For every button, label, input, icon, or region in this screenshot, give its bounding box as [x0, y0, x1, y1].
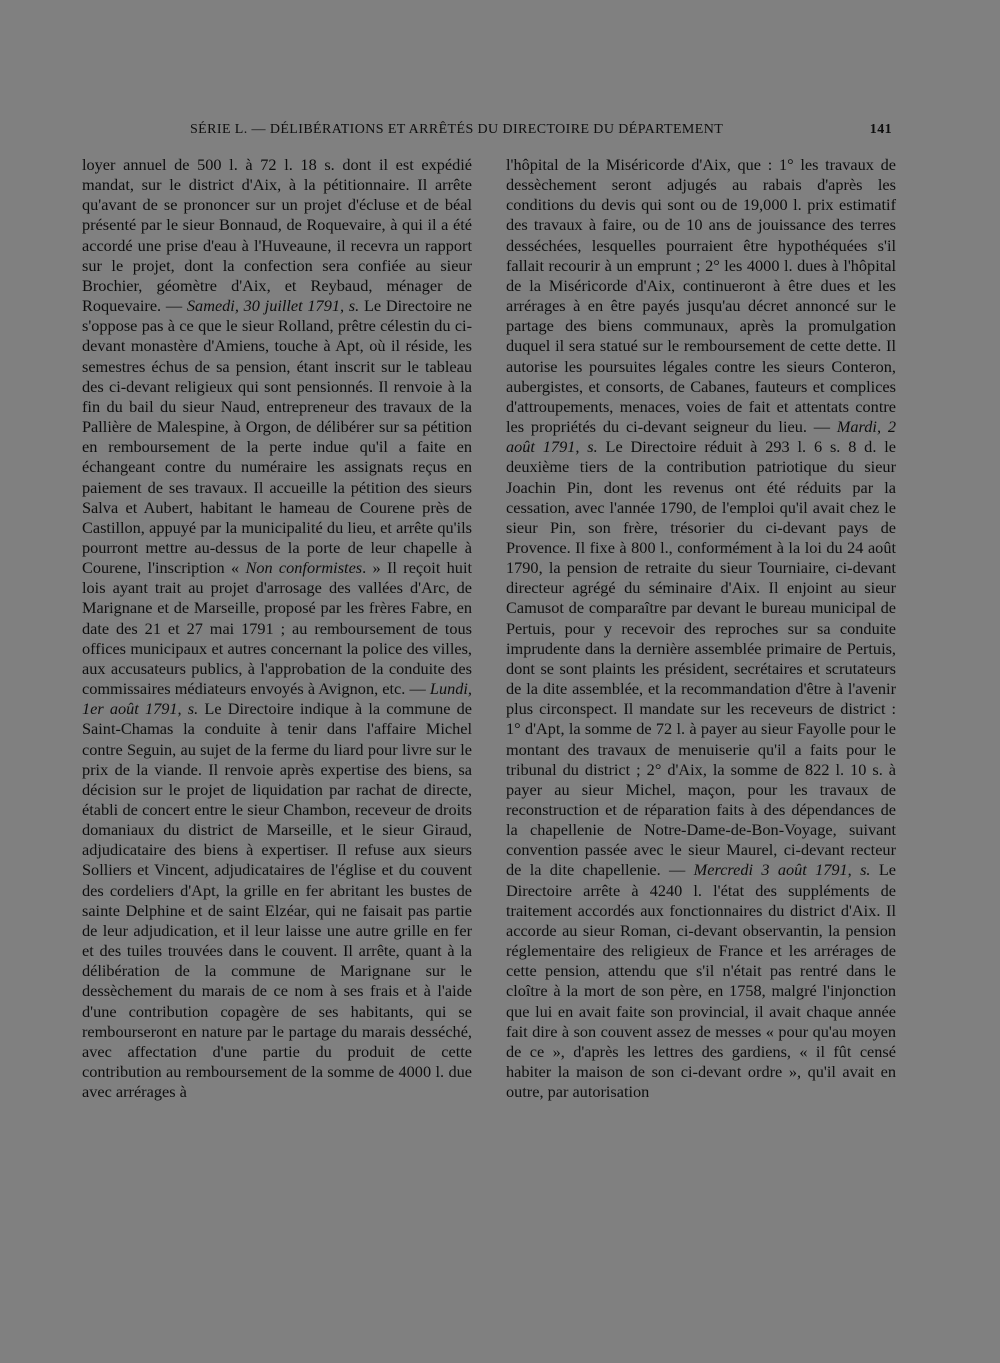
page-number: 141 — [869, 122, 892, 137]
text-run: Le Directoire ne s'oppose pas à ce que le sieur Rolland, prêtre célestin du ci-devant monastère d'Amiens, touche à Apt, où il réside, les semestres échus de sa pension, étant inscrit sur le tableau des ci-devant religieux qui sont pensionnés. Il renvoie à la fin du bail du sieur Naud, entrepreneur des travaux de la Pallière de Malespine, à Orgon, de délibérer sur sa pétition en remboursement de la perte indue qu'il a faite en échangeant contre du numéraire les assignats reçus en paiement de ses travaux. Il accueille la pétition des sieurs Salva et Aubert, habitant le hameau de Courene près de Castillon, appuyé par la municipalité du lieu, et arrête qu'ils pourront mettre au-dessus de la porte de leur chapelle à Courene, l'inscription « — [82, 296, 472, 578]
date-run: Mercredi 3 août 1791, s. — [693, 860, 871, 880]
text-run: Le Directoire indique à la commune de Saint-Chamas la conduite à tenir dans l'affaire Michel contre Seguin, au sujet de la ferme du liard pour livre sur le prix de la viande. Il renvoie après expertise des biens, sa décision sur le projet de liquidation par rachat de directe, établi de concert entre le sieur Chambon, receveur de droits domaniaux du district de Marseille, et le sieur Giraud, adjudicataire des biens à expertiser. Il refuse aux sieurs Solliers et Vincent, adjudicataires de l'église et du couvent des cordeliers d'Apt, la grille en fer abritant les bustes de sainte Delphine et de saint Elzéar, qui ne faisait pas partie de leur adjudication, et il leur laisse une autre grille en fer et des tuiles trouvées dans le couvent. Il arrête, quant à la délibération de la commune de Marignane sur le dessèchement du marais de ce nom à ses frais et à l'aide d'une contribution copagère de ses habitants, qui se rembourseront en nature par le partage du marais desséché, avec affectation d'une partie du produit de cette contribution au remboursement de la somme de 4000 l. due avec arrérages à — [82, 699, 472, 1102]
right-column-text — [506, 155, 896, 1102]
text-run: l'hôpital de la Miséricorde d'Aix, que : 1° les travaux de dessèchement seront adjugés au rabais d'après les conditions du devis qui sont ou de 19,000 l. prix estimatif des travaux à faire, ou de 10 ans de jouissance des terres desséchées, lesquelles pourraient être hypothéquées s'il fallait recourir à un emprunt ; 2° les 4000 l. dues à l'hôpital de la Miséricorde d'Aix, continueront à être dues et les arrérages à en être payés jusqu'au décret annoncé sur le partage des biens communaux, après la promulgation duquel il sera statué sur le remboursement de cette dette. Il autorise les poursuites légales contre les sieurs Conteron, aubergistes, et consorts, de Cabanes, fauteurs et complices d'attroupements, menaces, voies de fait et attentats contre les propriétés du ci-devant seigneur du lieu. — — [506, 155, 896, 437]
date-run: Lundi, 1er août 1791, s. — [82, 679, 472, 719]
text-run: Le Directoire réduit à 293 l. 6 s. 8 d. le deuxième tiers de la contribution patriotique du sieur Joachin Pin, dont les revenus ont été réduits par la cessation, avec l'année 1790, de l'emploi qu'il avait chez le sieur Pin, son frère, trésorier du ci-devant pays de Provence. Il fixe à 800 l., conformément à la loi du 24 août 1790, la pension de retraite du sieur Tourniaire, ci-devant directeur agrégé du séminaire d'Aix. Il enjoint au sieur Camusot de comparaître par devant le bureau municipal de Pertuis, pour y recevoir des reproches sur sa conduite imprudente dans la dernière assemblée primaire de Pertuis, dont se sont plaints les président, secrétaires et scrutateurs de la dite assemblée, et la recommandation d'être à l'avenir plus circonspect. Il mandate sur les receveurs de district : 1° d'Apt, la somme de 72 l. à payer au sieur Fayolle pour le montant des travaux de menuiserie qu'il a faits pour le tribunal du district ; 2° d'Aix, la somme de 822 l. 10 s. à payer au sieur Michel, maçon, pour les travaux de reconstruction et de réparation faits à des dépendances de la chapellenie de Notre-Dame-de-Bon-Voyage, suivant convention passée avec le sieur Maurel, ci-devant recteur de la dite chapellenie. — — [506, 437, 896, 880]
text-run: loyer annuel de 500 l. à 72 l. 18 s. dont il est expédié mandat, sur le district d'Aix, à la pétitionnaire. Il arrête qu'avant de se prononcer sur un projet d'écluse et de béal présenté par le sieur Bonnaud, de Roquevaire, à qui il a été accordé une prise d'eau à l'Huveaune, il recevra un rapport sur le projet, dont la confection sera confiée au sieur Brochier, géomètre d'Aix, et Reybaud, ménager de Roquevaire. — — [82, 155, 472, 316]
date-run: Samedi, 30 juillet 1791, s. — [186, 296, 360, 316]
running-header — [190, 122, 892, 138]
left-column-text — [82, 155, 472, 1102]
header-title: SÉRIE L. — DÉLIBÉRATIONS ET ARRÊTÉS DU DIRECTOIRE DU DÉPARTEMENT — [190, 122, 724, 137]
text-run: Le Directoire arrête à 4240 l. l'état des suppléments de traitement accordés aux fonctionnaires du district d'Aix. Il accorde au sieur Roman, ci-devant observantin, la pension réglementaire des religieux de France et les arrérages de cette pension, attendu que s'il n'était pas rentré dans le cloître à la mort de son père, en 1758, malgré l'injonction que lui en avait faite son provincial, il avait chaque année fait dire à son couvent assez de messes « pour qu'au moyen de ce », d'après les lettres des gardiens, « il fût censé habiter la maison de son ci-devant ordre », qu'il avait en outre, par autorisation — [506, 860, 897, 1102]
date-run: Mardi, 2 août 1791, s. — [506, 417, 896, 457]
left-column — [82, 155, 472, 1102]
text-run: . » Il reçoit huit lois ayant trait au projet d'arrosage des vallées d'Arc, de Marignane et de Marseille, proposé par les frères Fabre, en date des 21 et 27 mai 1791 ; au remboursement de tous offices municipaux et autres concernant la police des villes, aux accusateurs publics, à l'approbation de la conduite des commissaires médiateurs envoyés à Avignon, etc. — — [82, 558, 472, 699]
inscription-run: Non conformistes — [245, 558, 363, 578]
right-column — [506, 155, 896, 1102]
